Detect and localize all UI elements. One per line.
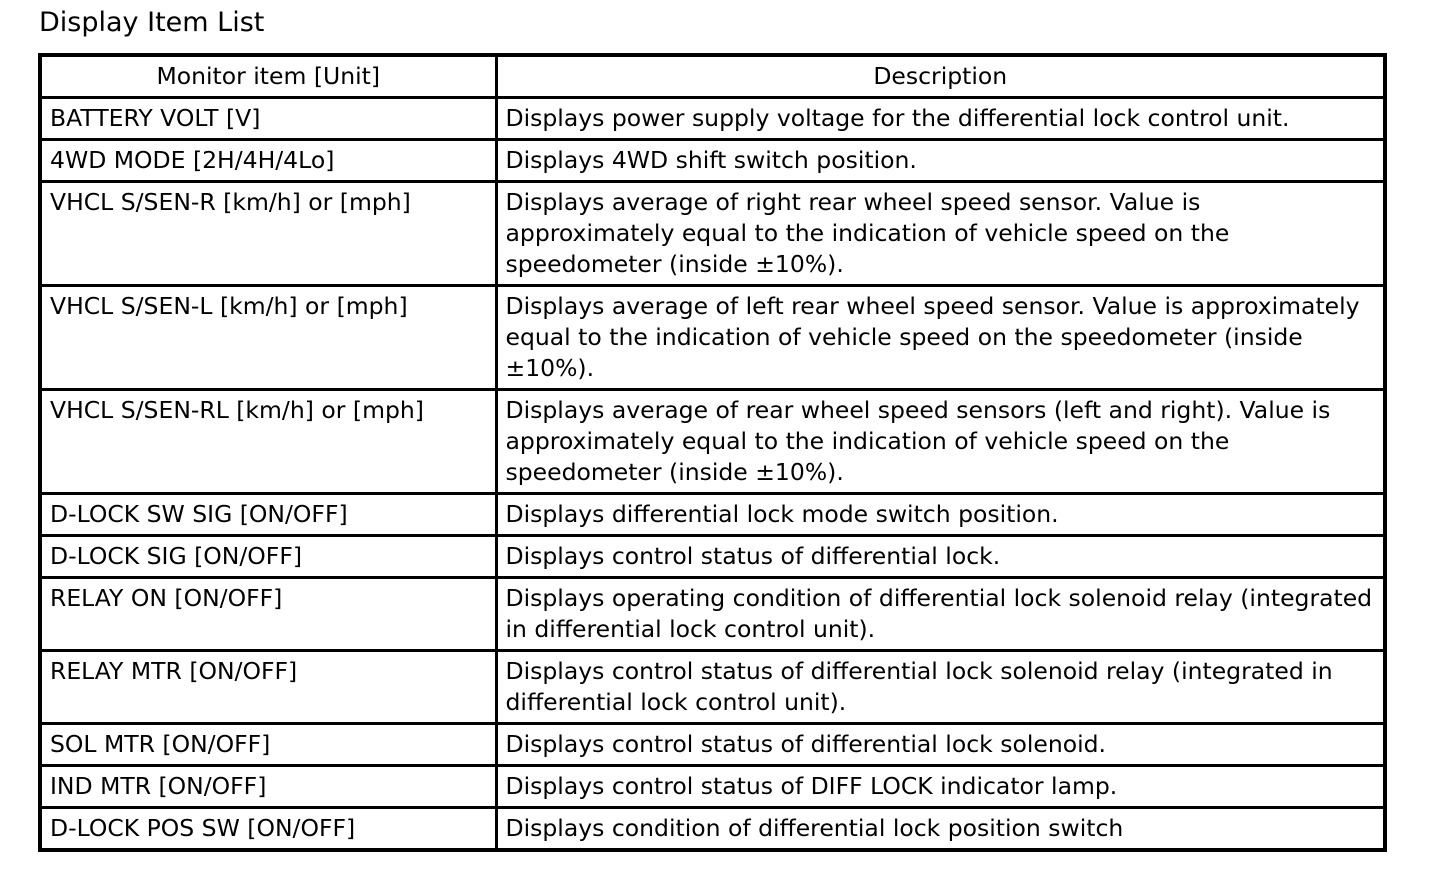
monitor-item-cell: RELAY ON [ON/OFF] bbox=[40, 578, 496, 651]
monitor-item-cell: RELAY MTR [ON/OFF] bbox=[40, 651, 496, 724]
table-row bbox=[40, 724, 1385, 766]
monitor-item-cell: D-LOCK SIG [ON/OFF] bbox=[40, 536, 496, 578]
table-row bbox=[40, 98, 1385, 140]
page-title: Display Item List bbox=[39, 7, 265, 38]
table-row bbox=[40, 140, 1385, 182]
table-row bbox=[40, 286, 1385, 390]
column-header-description: Description bbox=[496, 55, 1385, 98]
table-row bbox=[40, 766, 1385, 808]
monitor-item-cell: IND MTR [ON/OFF] bbox=[40, 766, 496, 808]
description-cell: Displays control status of DIFF LOCK indicator lamp. bbox=[496, 766, 1385, 808]
description-cell: Displays condition of differential lock position switch bbox=[496, 808, 1385, 851]
monitor-item-cell: VHCL S/SEN-R [km/h] or [mph] bbox=[40, 182, 496, 286]
description-cell: Displays control status of differential lock solenoid. bbox=[496, 724, 1385, 766]
monitor-item-cell: SOL MTR [ON/OFF] bbox=[40, 724, 496, 766]
description-cell: Displays power supply voltage for the differential lock control unit. bbox=[496, 98, 1385, 140]
display-item-table bbox=[38, 53, 1387, 852]
table-header-row bbox=[40, 55, 1385, 98]
table-row bbox=[40, 494, 1385, 536]
description-cell: Displays control status of differential lock solenoid relay (integrated in differential lock control unit). bbox=[496, 651, 1385, 724]
monitor-item-cell: 4WD MODE [2H/4H/4Lo] bbox=[40, 140, 496, 182]
description-cell: Displays average of rear wheel speed sensors (left and right). Value is approximately equal to the indication of vehicle speed on the speedometer (inside ±10%). bbox=[496, 390, 1385, 494]
table-row bbox=[40, 808, 1385, 851]
column-header-monitor-item: Monitor item [Unit] bbox=[40, 55, 496, 98]
table-row bbox=[40, 390, 1385, 494]
description-cell: Displays differential lock mode switch position. bbox=[496, 494, 1385, 536]
description-cell: Displays 4WD shift switch position. bbox=[496, 140, 1385, 182]
monitor-item-cell: D-LOCK SW SIG [ON/OFF] bbox=[40, 494, 496, 536]
table-row bbox=[40, 651, 1385, 724]
description-cell: Displays control status of differential lock. bbox=[496, 536, 1385, 578]
table-row bbox=[40, 578, 1385, 651]
description-cell: Displays operating condition of differential lock solenoid relay (integrated in differential lock control unit). bbox=[496, 578, 1385, 651]
table-row bbox=[40, 182, 1385, 286]
table-row bbox=[40, 536, 1385, 578]
monitor-item-cell: BATTERY VOLT [V] bbox=[40, 98, 496, 140]
monitor-item-cell: VHCL S/SEN-L [km/h] or [mph] bbox=[40, 286, 496, 390]
monitor-item-cell: D-LOCK POS SW [ON/OFF] bbox=[40, 808, 496, 851]
monitor-item-cell: VHCL S/SEN-RL [km/h] or [mph] bbox=[40, 390, 496, 494]
description-cell: Displays average of right rear wheel speed sensor. Value is approximately equal to the indication of vehicle speed on the speedometer (inside ±10%). bbox=[496, 182, 1385, 286]
description-cell: Displays average of left rear wheel speed sensor. Value is approximately equal to the indication of vehicle speed on the speedometer (inside ±10%). bbox=[496, 286, 1385, 390]
